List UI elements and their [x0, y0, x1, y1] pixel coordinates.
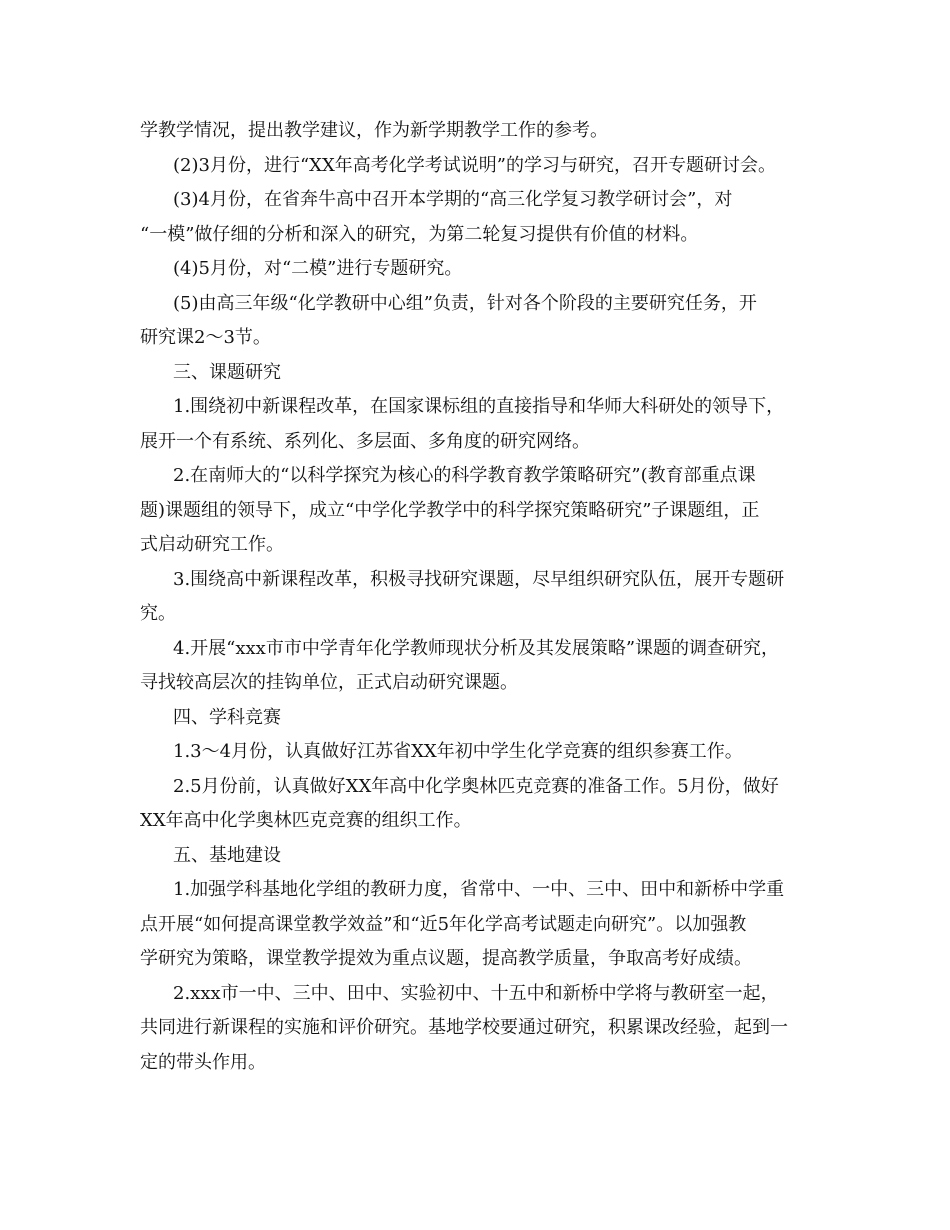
text-line: 3.围绕高中新课程改革，积极寻找研究课题，尽早组织研究队伍，展开专题研: [173, 569, 785, 590]
text-line: 点开展“如何提高课堂教学效益”和“近5年化学高考试题走向研究”。以加强教: [140, 914, 747, 935]
text-line: (5)由高三年级“化学教研中心组”负责，针对各个阶段的主要研究任务，开: [173, 293, 757, 314]
text-line: 学教学情况，提出教学建议，作为新学期教学工作的参考。: [140, 120, 608, 141]
text-line: 题)课题组的领导下，成立“中学化学教学中的科学探究策略研究”子课题组，正: [140, 500, 760, 521]
text-line: XX年高中化学奥林匹克竞赛的组织工作。: [140, 810, 472, 831]
section-heading: 三、课题研究: [173, 362, 281, 383]
text-line: 1.围绕初中新课程改革，在国家课标组的直接指导和华师大科研处的领导下，: [173, 396, 785, 417]
text-line: 1.3～4月份，认真做好江苏省XX年初中学生化学竞赛的组织参赛工作。: [173, 741, 743, 762]
section-heading: 五、基地建设: [173, 845, 281, 866]
text-line: (2)3月份，进行“XX年高考化学考试说明”的学习与研究，召开专题研讨会。: [173, 155, 776, 176]
text-line: 2.xxx市一中、三中、田中、实验初中、十五中和新桥中学将与教研室一起，: [173, 983, 779, 1004]
text-line: 学研究为策略，课堂教学提效为重点议题，提高教学质量，争取高考好成绩。: [140, 948, 752, 969]
text-line: 4.开展“xxx市市中学青年化学教师现状分析及其发展策略”课题的调查研究，: [173, 638, 780, 659]
text-line: (3)4月份，在省奔牛高中召开本学期的“高三化学复习教学研讨会”，对: [173, 189, 733, 210]
section-heading: 四、学科竞赛: [173, 707, 281, 728]
text-line: “一模”做仔细的分析和深入的研究，为第二轮复习提供有价值的材料。: [140, 224, 699, 245]
text-line: 究。: [140, 603, 176, 624]
text-line: 共同进行新课程的实施和评价研究。基地学校要通过研究，积累课改经验，起到一: [140, 1017, 788, 1038]
text-line: 展开一个有系统、系列化、多层面、多角度的研究网络。: [140, 431, 590, 452]
text-line: 寻找较高层次的挂钩单位，正式启动研究课题。: [140, 672, 518, 693]
text-line: 定的带头作用。: [140, 1052, 266, 1073]
text-line: 式启动研究工作。: [140, 534, 284, 555]
text-line: 研究课2～3节。: [140, 327, 271, 348]
text-line: 1.加强学科基地化学组的教研力度，省常中、一中、三中、田中和新桥中学重: [173, 879, 785, 900]
text-line: (4)5月份，对“二模”进行专题研究。: [173, 258, 463, 279]
text-line: 2.5月份前，认真做好XX年高中化学奥林匹克竞赛的准备工作。5月份，做好: [173, 776, 779, 797]
text-line: 2.在南师大的“以科学探究为核心的科学教育教学策略研究”(教育部重点课: [173, 465, 756, 486]
